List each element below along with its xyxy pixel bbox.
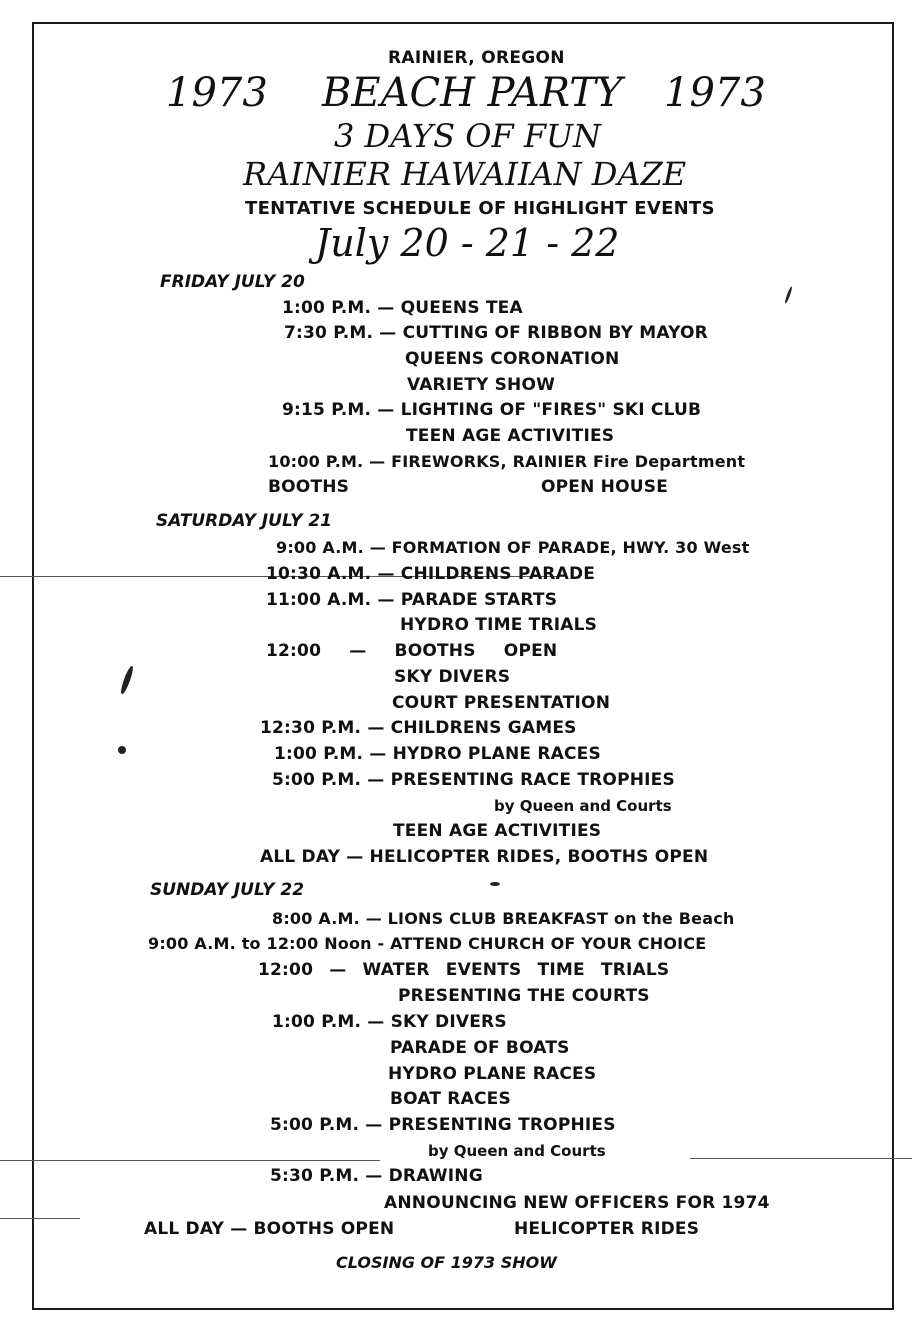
sunday-event-line: 5:30 P.M. — DRAWING [270,1166,483,1186]
dates: July 20 - 21 - 22 [315,221,620,265]
sunday-event-line: 5:00 P.M. — PRESENTING TROPHIES [270,1115,616,1135]
sunday-event-line: HELICOPTER RIDES [514,1219,700,1239]
saturday-event-line: by Queen and Courts [494,797,672,815]
saturday-event-line: COURT PRESENTATION [392,693,611,713]
friday-event-line: 7:30 P.M. — CUTTING OF RIBBON BY MAYOR [284,323,708,343]
saturday-event-line: TEEN AGE ACTIVITIES [393,821,602,841]
saturday-event-line: ALL DAY — HELICOPTER RIDES, BOOTHS OPEN [260,847,709,867]
sunday-event-line: 9:00 A.M. to 12:00 Noon - ATTEND CHURCH OF YOUR CHOICE [148,934,707,953]
friday-event-line: 10:00 P.M. — FIREWORKS, RAINIER Fire Department [268,452,746,471]
subtitle: 3 DAYS OF FUN [334,117,601,155]
friday-heading: FRIDAY JULY 20 [160,272,305,292]
saturday-event-line: 11:00 A.M. — PARADE STARTS [266,590,558,610]
saturday-event-line: 1:00 P.M. — HYDRO PLANE RACES [274,744,601,764]
sunday-event-line: ALL DAY — BOOTHS OPEN [144,1219,395,1239]
friday-event-line: TEEN AGE ACTIVITIES [406,426,615,446]
scan-artifact-line [0,1218,80,1219]
sunday-event-line: PARADE OF BOATS [390,1038,570,1058]
friday-event-line: 1:00 P.M. — QUEENS TEA [282,298,523,318]
friday-open-house: OPEN HOUSE [541,477,669,497]
year-right: 1973 [664,70,766,116]
friday-event-line: QUEENS CORONATION [405,349,620,369]
sunday-event-line: 8:00 A.M. — LIONS CLUB BREAKFAST on the Beach [272,909,735,928]
scan-artifact-line [0,1160,380,1161]
saturday-event-line: 10:30 A.M. — CHILDRENS PARADE [266,564,596,584]
ink-speck [118,746,126,754]
sunday-event-line: BOAT RACES [390,1089,511,1109]
saturday-heading: SATURDAY JULY 21 [156,511,333,531]
saturday-event-line: 5:00 P.M. — PRESENTING RACE TROPHIES [272,770,675,790]
closing-line: CLOSING OF 1973 SHOW [336,1253,557,1272]
sunday-event-line: 1:00 P.M. — SKY DIVERS [272,1012,507,1032]
schedule-label: TENTATIVE SCHEDULE OF HIGHLIGHT EVENTS [245,198,715,219]
sunday-heading: SUNDAY JULY 22 [150,880,305,900]
saturday-event-line: SKY DIVERS [394,667,511,687]
friday-booths: BOOTHS [268,477,350,497]
scan-artifact-line [690,1158,912,1159]
saturday-event-line: 12:00 — BOOTHS OPEN [266,641,558,661]
saturday-event-line: 9:00 A.M. — FORMATION OF PARADE, HWY. 30 West [276,538,750,557]
friday-event-line: VARIETY SHOW [407,375,556,395]
sunday-event-line: ANNOUNCING NEW OFFICERS FOR 1974 [384,1193,770,1213]
year-left: 1973 [166,70,268,116]
ink-speck [490,882,500,886]
location: RAINIER, OREGON [388,48,565,68]
sunday-event-line: HYDRO PLANE RACES [388,1064,597,1084]
sunday-event-line: PRESENTING THE COURTS [398,986,650,1006]
friday-event-line: 9:15 P.M. — LIGHTING OF "FIRES" SKI CLUB [282,400,702,420]
main-title: BEACH PARTY [322,70,623,116]
event-name: RAINIER HAWAIIAN DAZE [243,155,687,193]
sunday-event-line: by Queen and Courts [428,1142,606,1160]
saturday-event-line: 12:30 P.M. — CHILDRENS GAMES [260,718,577,738]
saturday-event-line: HYDRO TIME TRIALS [400,615,598,635]
sunday-event-line: 12:00 — WATER EVENTS TIME TRIALS [258,960,670,980]
